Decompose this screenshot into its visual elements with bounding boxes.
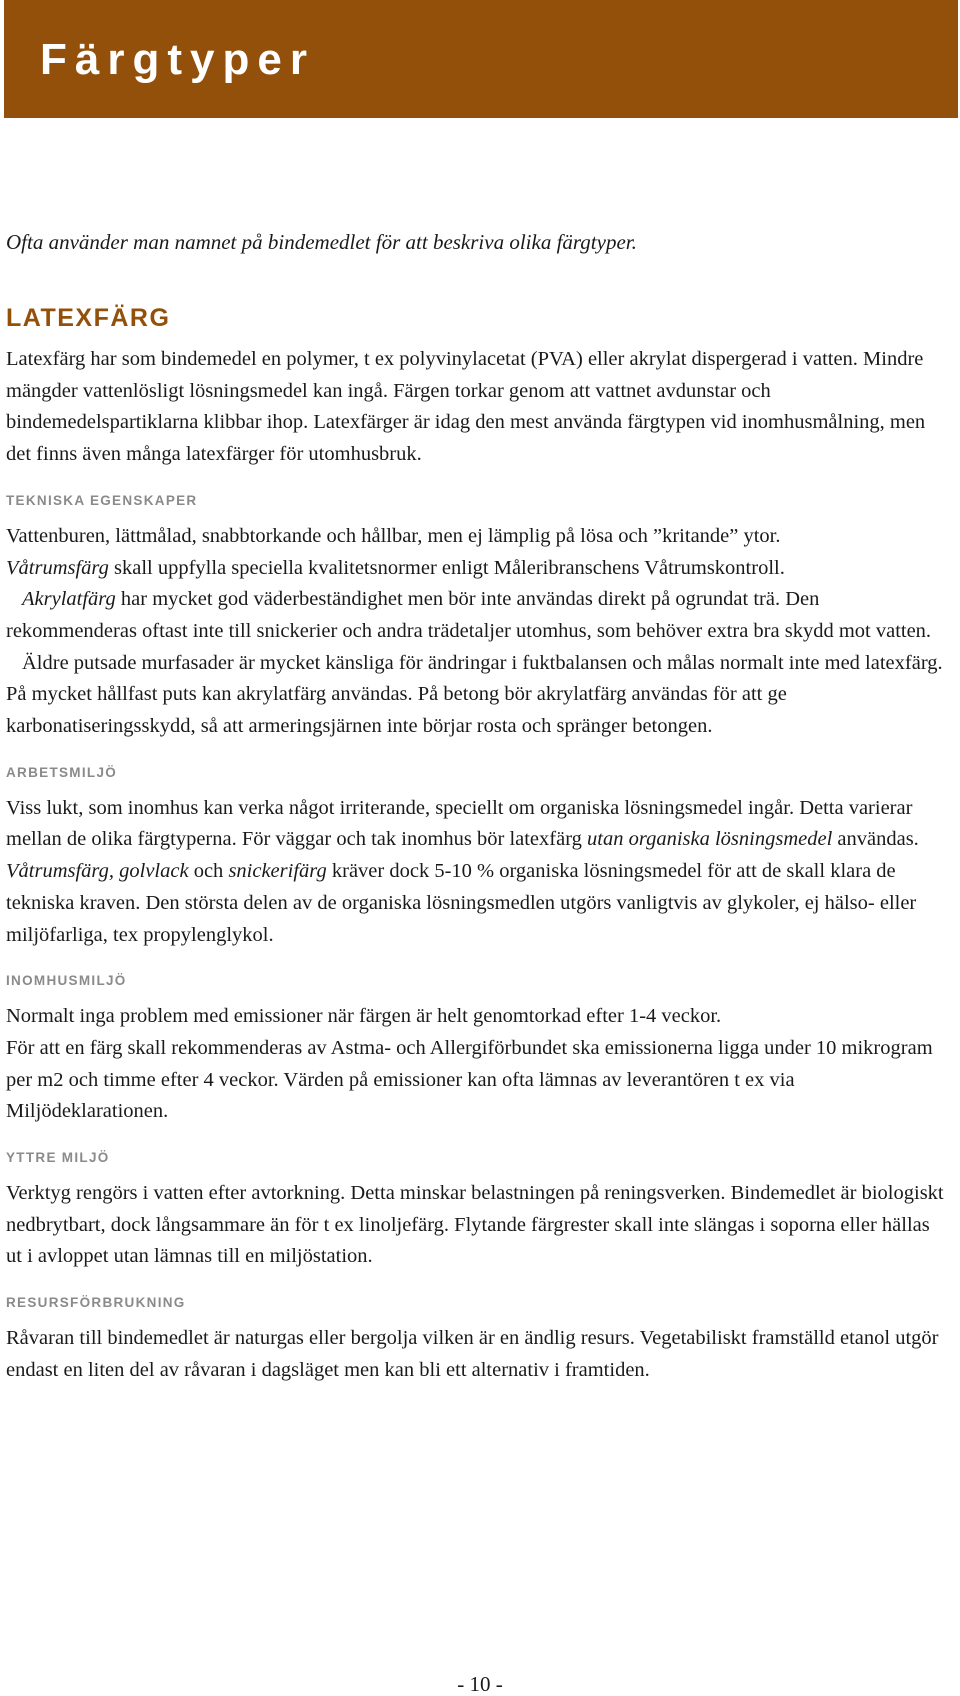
document-body <box>6 226 950 1387</box>
subheading-arbetsmiljo: ARBETSMILJÖ <box>6 764 118 780</box>
subheading-yttre-miljo: YTTRE MILJÖ <box>6 1150 110 1166</box>
inomhusmiljo-paragraph-1: Normalt inga problem med emissioner när färgen är helt genomtorkad efter 1-4 veckor. <box>6 1005 722 1028</box>
tekniska-paragraph-1: Vattenburen, lättmålad, snabbtorkande och hållbar, men ej lämplig på lösa och ”kritande” ytor. <box>6 524 781 547</box>
term-vatrumsfarg: Våtrumsfärg <box>6 556 109 579</box>
subheading-resursforbrukning: RESURSFÖRBRUKNING <box>6 1295 186 1311</box>
tekniska-paragraph-3: Akrylatfärg har mycket god väderbeständighet men bör inte användas direkt på ogrundat trä. Den rekommenderas oftast inte till snickerier och andra trädetaljer utomhus, som behöver extra bra skydd mot vatten. <box>6 588 932 642</box>
latex-paragraph: Latexfärg har som bindemedel en polymer, t ex polyvinylacetat (PVA) eller akrylat dispergerad i vatten. Mindre mängder vattenlösligt lösningsmedel kan ingå. Färgen torkar genom att vattnet avdunstar och bindemedelspartiklarna klibbar ihop. Latexfärger är idag den mest använda färgtypen vid inomhusmålning, men det finns även många latexfärger för utomhusbruk. <box>6 348 926 466</box>
subheading-inomhusmiljo: INOMHUSMILJÖ <box>6 973 127 989</box>
tekniska-paragraph-4: Äldre putsade murfasader är mycket känsliga för ändringar i fuktbalansen och målas normalt inte med latexfärg. På mycket hållfast puts kan akrylatfärg användas. På betong bör akrylatfärg användas för att ge karbonatiseringsskydd, så att armeringsjärnen inte börjar rosta och spränger betongen. <box>6 651 943 738</box>
resursforbrukning-paragraph: Råvaran till bindemedlet är naturgas eller bergolja vilken är en ändlig resurs. Vegetabiliskt framställd etanol utgör endast en liten del av råvaran i dagsläget men kan bli ett alternativ i framtiden. <box>6 1327 939 1381</box>
term-akrylatfarg: Akrylatfärg <box>22 588 116 611</box>
tekniska-paragraph-2: Våtrumsfärg skall uppfylla speciella kvalitetsnormer enligt Måleribranschens Våtrumskontroll. <box>6 556 785 579</box>
section-title-latexfarg: LATEXFÄRG <box>6 304 171 332</box>
subheading-tekniska-egenskaper: TEKNISKA EGENSKAPER <box>6 492 198 508</box>
page-number: - 10 - <box>457 1672 503 1696</box>
inomhusmiljo-paragraph-2: För att en färg skall rekommenderas av Astma- och Allergiförbundet ska emissionerna ligga under 10 mikrogram per m2 och timme efter 4 veckor. Värden på emissioner kan ofta lämnas av leverantören t ex via Miljödeklarationen. <box>6 1036 933 1123</box>
yttre-miljo-paragraph: Verktyg rengörs i vatten efter avtorkning. Detta minskar belastningen på reningsverken. Bindemedlet är biologiskt nedbrytbart, dock långsammare än för t ex linoljefärg. Flytande färgrester skall inte slängas i soporna eller hällas ut i avloppet utan lämnas till en miljöstation. <box>6 1182 944 1268</box>
arbetsmiljo-paragraph: Viss lukt, som inomhus kan verka något irriterande, speciellt om organiska lösningsmedel ingår. Detta varierar mellan de olika färgtyperna. För väggar och tak inomhus bör latexfärg utan organiska lösningsmedel användas. Våtrumsfärg, golvlack och snickerifärg kräver dock 5-10 % organiska lösningsmedel för att de skall klara de tekniska kraven. Den största delen av de organiska lösningsmedlen utgörs vanligtvis av glykoler, ej hälso- eller miljöfarliga, tex propylenglykol. <box>6 796 919 946</box>
page-title: Färgtyper <box>40 35 315 84</box>
title-banner <box>4 0 958 118</box>
intro-text: Ofta använder man namnet på bindemedlet för att beskriva olika färgtyper. <box>6 230 637 254</box>
